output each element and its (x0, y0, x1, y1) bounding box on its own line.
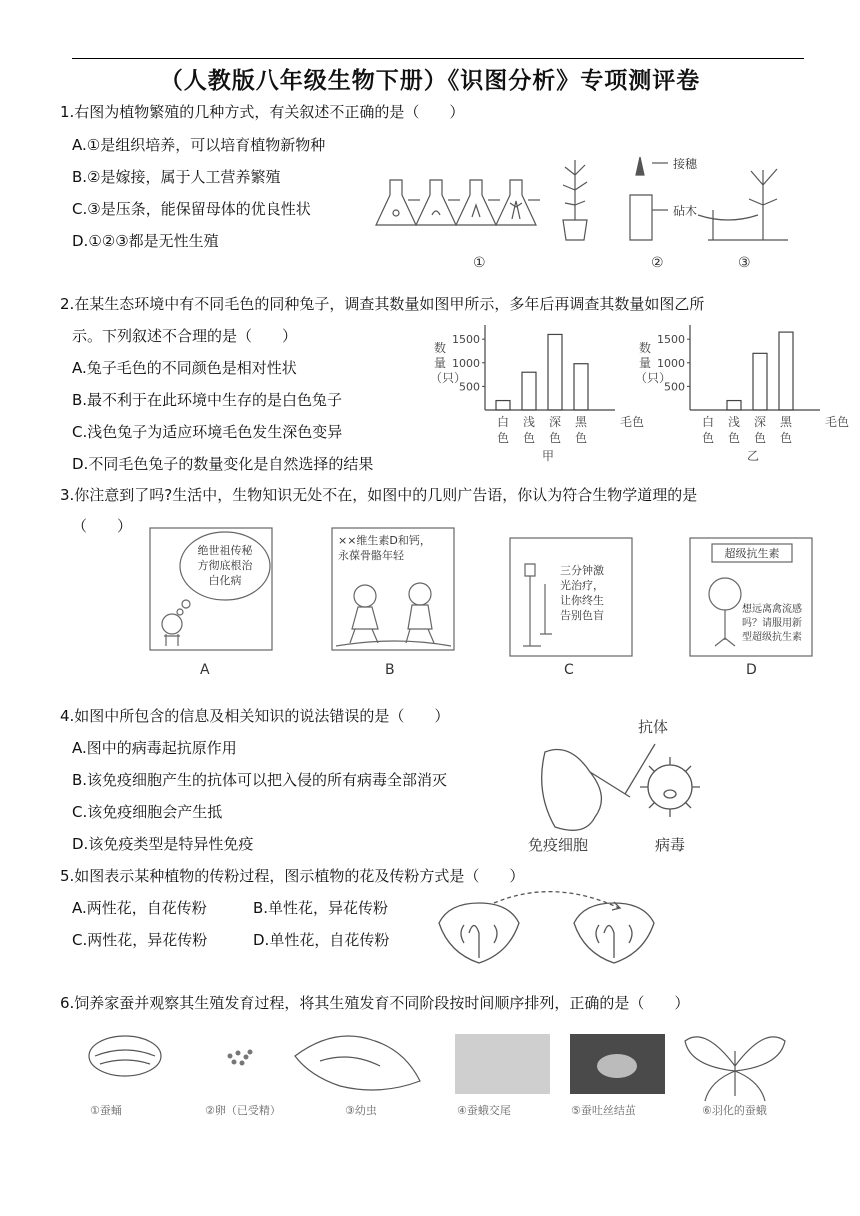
chart-0-cat-0-b: 色 (496, 431, 510, 445)
question-3-stem-line1: 3.你注意到了吗?生活中，生物知识无处不在，如图中的几则广告语，你认为符合生物学道理的是 (60, 486, 698, 504)
pupa-image (89, 1036, 161, 1076)
question-5-stem: 5.如图表示某种植物的传粉过程，图示植物的花及传粉方式是（ ） (60, 867, 525, 885)
chart-1-ytick-label-0: 500 (664, 380, 685, 394)
ad-a-line3: 白化病 (208, 574, 242, 587)
scion-label: 接穗 (673, 157, 698, 171)
q2-option-b: B.最不利于在此环境中生存的是白色兔子 (72, 391, 343, 409)
stock-label: 砧木 (673, 204, 698, 218)
chart-1-ylabel-1: 数 (639, 341, 652, 355)
chart-1-ytick-label-2: 1500 (657, 333, 685, 347)
q5-pollination-figure (434, 888, 664, 978)
larva-leaf-image (295, 1036, 420, 1090)
chart-1-cat-2-a: 深 (753, 415, 767, 429)
figure-label-1: ① (473, 255, 486, 271)
q5-option-a: A.两性花，自花传粉 (72, 899, 207, 917)
chart-1-ylabel-2: 量 (639, 356, 652, 370)
chart-0-xlabel: 毛色 (620, 415, 645, 429)
chart-0-cat-2-a: 深 (548, 415, 562, 429)
chart-1-bar-3 (779, 332, 793, 410)
q3-ads-figure (140, 524, 820, 684)
q6-silkworm-figure (80, 1026, 800, 1126)
q1-option-d: D.①②③都是无性生殖 (72, 232, 219, 250)
ad-c-line3: 让你终生 (560, 594, 604, 607)
ad-a-line1: 绝世祖传秘 (197, 544, 253, 557)
chart-0-bar-2 (548, 334, 562, 410)
ad-d-label: D (746, 662, 757, 678)
caption-6: ⑥羽化的蚕蛾 (702, 1104, 767, 1117)
question-2-stem-line2: 示。下列叙述不合理的是（ ） (72, 327, 298, 345)
q4-option-d: D.该免疫类型是特异性免疫 (72, 835, 254, 853)
ad-b-label: B (385, 662, 395, 678)
virus-label: 病毒 (655, 836, 686, 854)
ad-c-line2: 光治疗， (560, 579, 604, 592)
caption-1: ①蚕蛹 (90, 1104, 122, 1117)
chart-0-bar-0 (496, 401, 510, 410)
ad-a-label: A (200, 662, 210, 678)
q2-option-c: C.浅色兔子为适应环境毛色发生深色变异 (72, 423, 343, 441)
mating-photo (455, 1034, 550, 1094)
q5-option-b: B.单性花，异花传粉 (253, 899, 389, 917)
chart-0-cat-3-b: 色 (574, 431, 588, 445)
immune-cell-label: 免疫细胞 (528, 836, 589, 854)
question-4-stem: 4.如图中所包含的信息及相关知识的说法错误的是（ ） (60, 707, 450, 725)
chart-0-ylabel-3: （只） (430, 371, 467, 385)
caption-5: ⑤蚕吐丝结茧 (571, 1104, 636, 1117)
q4-option-a: A.图中的病毒起抗原作用 (72, 739, 237, 757)
chart-1-cat-3-b: 色 (779, 431, 793, 445)
q4-immune-figure (520, 712, 720, 857)
ad-c-line1: 三分钟激 (560, 564, 604, 577)
eggs-image (228, 1050, 253, 1066)
q5-option-c: C.两性花，异花传粉 (72, 931, 208, 949)
chart-1-cat-1-a: 浅 (727, 415, 741, 429)
ad-b-line1: ××维生素D和钙， (338, 534, 431, 547)
antibody-label: 抗体 (638, 718, 669, 736)
caption-2: ②卵（已受精） (205, 1104, 281, 1117)
chart-0-title: 甲 (541, 449, 555, 463)
chart-1-ytick-label-1: 1000 (657, 356, 685, 370)
figure-label-3: ③ (738, 255, 751, 271)
ad-c-line4: 告别色盲 (560, 609, 604, 622)
chart-1-bar-1 (727, 401, 741, 410)
chart-1-xlabel: 毛色 (825, 415, 850, 429)
immune-cell-shape (542, 750, 602, 831)
chart-1-ylabel-3: （只） (635, 371, 672, 385)
ad-d-title: 超级抗生素 (724, 547, 780, 560)
q4-option-c: C.该免疫细胞会产生抵 (72, 803, 223, 821)
q2-charts (420, 320, 850, 475)
chart-0-ylabel-1: 数 (434, 341, 447, 355)
ad-d-line2: 吗？请服用新 (742, 618, 802, 629)
chart-0-cat-3-a: 黑 (574, 415, 588, 429)
header-rule (72, 58, 804, 59)
chart-0-ytick-label-1: 1000 (452, 356, 480, 370)
ad-c-label: C (564, 662, 574, 678)
pollination-arrow (494, 892, 619, 908)
chart-1-cat-3-a: 黑 (779, 415, 793, 429)
chart-0-cat-2-b: 色 (548, 431, 562, 445)
q1-option-a: A.①是组织培养，可以培育植物新物种 (72, 136, 326, 154)
q1-option-b: B.②是嫁接，属于人工营养繁殖 (72, 168, 281, 186)
chart-0-ylabel-2: 量 (434, 356, 447, 370)
question-3-stem-line2: （ ） (72, 517, 133, 535)
chart-0-bar-1 (522, 372, 536, 410)
chart-1-cat-2-b: 色 (753, 431, 767, 445)
caption-4: ④蚕蛾交尾 (457, 1104, 511, 1117)
chart-1-cat-0-a: 白 (701, 415, 715, 429)
chart-0-cat-0-a: 白 (496, 415, 510, 429)
question-6-stem: 6.饲养家蚕并观察其生殖发育过程，将其生殖发育不同阶段按时间顺序排列，正确的是（ ） (60, 994, 690, 1012)
chart-0-ytick-label-2: 1500 (452, 333, 480, 347)
q1-reproduction-figure (368, 135, 808, 275)
ad-a-line2: 方彻底根治 (197, 559, 253, 572)
q4-option-b: B.该免疫细胞产生的抗体可以把入侵的所有病毒全部消灭 (72, 771, 448, 789)
rabbit-bar-charts (420, 320, 850, 475)
page-title: （人教版八年级生物下册）《识图分析》专项测评卷 (159, 68, 701, 94)
question-2-stem-line1: 2.在某生态环境中有不同毛色的同种兔子，调查其数量如图甲所示，多年后再调查其数量如图乙所 (60, 295, 705, 313)
q1-option-c: C.③是压条，能保留母体的优良性状 (72, 200, 311, 218)
chart-1-bar-2 (753, 353, 767, 410)
chart-0-ytick-label-0: 500 (459, 380, 480, 394)
q2-option-a: A.兔子毛色的不同颜色是相对性状 (72, 359, 297, 377)
chart-1-title: 乙 (746, 449, 760, 463)
ad-d-line3: 型超级抗生素 (742, 632, 802, 643)
chart-0-cat-1-b: 色 (522, 431, 536, 445)
chart-1-cat-0-b: 色 (701, 431, 715, 445)
q2-option-d: D.不同毛色兔子的数量变化是自然选择的结果 (72, 455, 374, 473)
question-1-stem: 1.右图为植物繁殖的几种方式，有关叙述不正确的是（ ） (60, 103, 465, 121)
caption-3: ③幼虫 (345, 1104, 377, 1117)
ad-b-line2: 永葆骨骼年轻 (338, 549, 404, 562)
q5-option-d: D.单性花，自花传粉 (253, 931, 390, 949)
ad-d-line1: 想远离禽流感 (742, 604, 802, 615)
chart-1-cat-1-b: 色 (727, 431, 741, 445)
chart-0-cat-1-a: 浅 (522, 415, 536, 429)
moth-image (685, 1037, 785, 1101)
figure-label-2: ② (651, 255, 664, 271)
chart-0-bar-3 (574, 364, 588, 410)
